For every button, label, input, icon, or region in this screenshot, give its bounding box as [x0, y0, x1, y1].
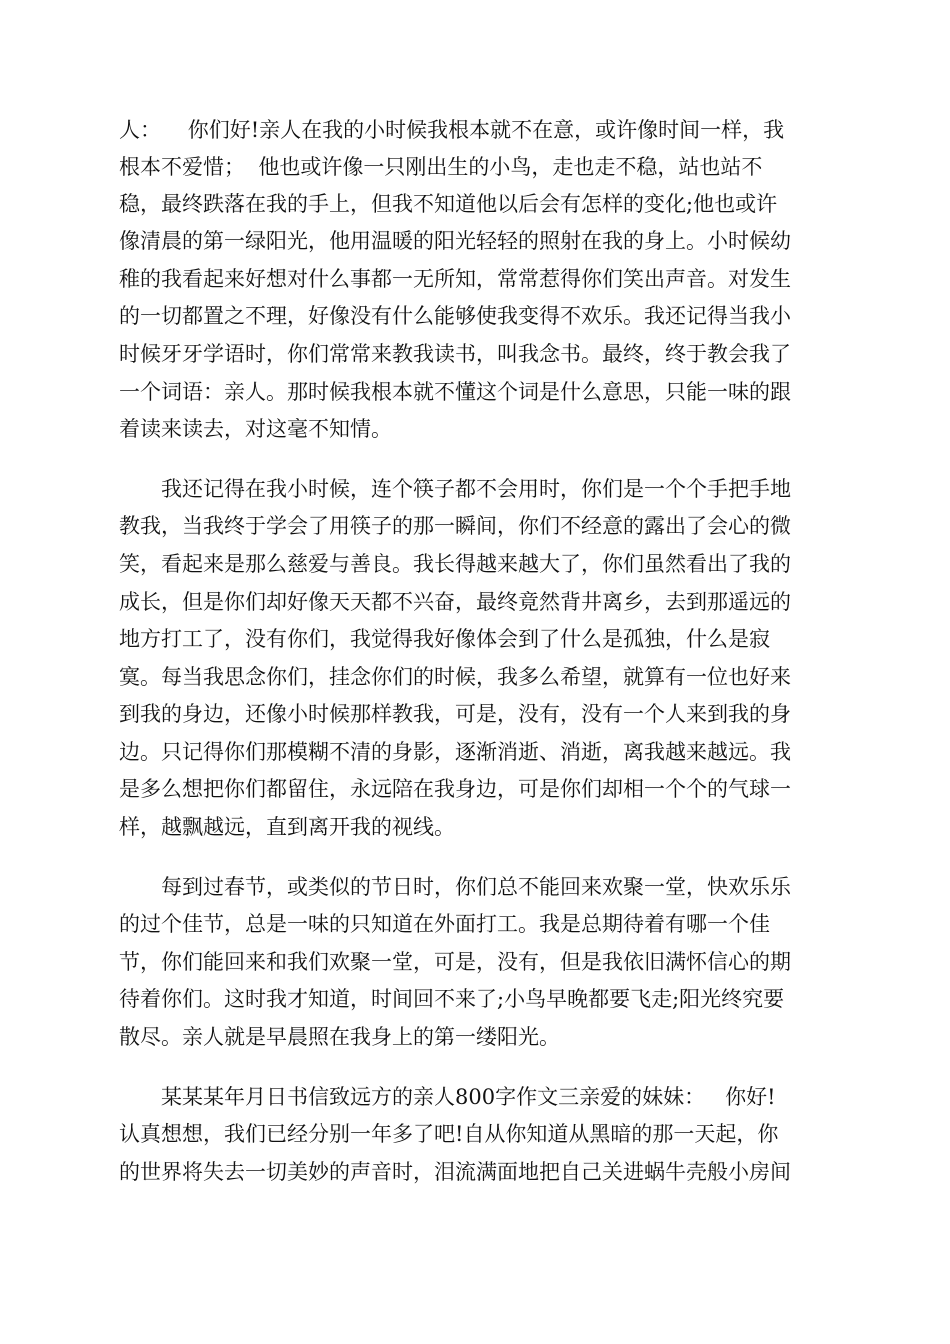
- paragraph-2-line-3: 笑，看起来是那么慈爱与善良。我长得越来越大了，你们虽然看出了我的: [119, 552, 791, 576]
- paragraph-4-line-3: 的世界将失去一切美妙的声音时，泪流满面地把自己关进蜗牛壳般小房间: [119, 1160, 791, 1184]
- paragraph-3-line-5: 散尽。亲人就是早晨照在我身上的第一缕阳光。: [119, 1025, 560, 1049]
- paragraph-1-line-6: 的一切都置之不理，好像没有什么能够使我变得不欢乐。我还记得当我小: [119, 304, 791, 328]
- paragraph-1-line-9: 着读来读去，对这毫不知情。: [119, 417, 392, 441]
- paragraph-1-line-7: 时候牙牙学语时，你们常常来教我读书，叫我念书。最终，终于教会我了: [119, 342, 791, 366]
- paragraph-4-line-2: 认真想想，我们已经分别一年多了吧!自从你知道从黑暗的那一天起，你: [119, 1122, 779, 1146]
- paragraph-1-line-5: 稚的我看起来好想对什么事都一无所知，常常惹得你们笑出声音。对发生: [119, 267, 791, 291]
- paragraph-2-line-4: 成长，但是你们却好像天天都不兴奋，最终竟然背井离乡，去到那遥远的: [119, 590, 791, 614]
- paragraph-3-line-1: 每到过春节，或类似的节日时，你们总不能回来欢聚一堂，快欢乐乐: [161, 875, 791, 899]
- paragraph-2-line-7: 到我的身边，还像小时候那样教我，可是，没有，没有一个人来到我的身: [119, 702, 791, 726]
- paragraph-3-line-2: 的过个佳节，总是一味的只知道在外面打工。我是总期待着有哪一个佳: [119, 912, 770, 936]
- paragraph-2-line-9: 是多么想把你们都留住，永远陪在我身边，可是你们却相一个个的气球一: [119, 777, 791, 801]
- paragraph-3-line-4: 待着你们。这时我才知道，时间回不来了;小鸟早晚都要飞走;阳光终究要: [119, 987, 785, 1011]
- paragraph-1-line-1: 人： 你们好!亲人在我的小时候我根本就不在意，或许像时间一样，我: [119, 118, 785, 142]
- paragraph-1-line-3: 稳，最终跌落在我的手上，但我不知道他以后会有怎样的变化;他也或许: [119, 192, 778, 216]
- paragraph-1-line-4: 像清晨的第一绿阳光，他用温暖的阳光轻轻的照射在我的身上。小时候幼: [119, 229, 791, 253]
- paragraph-1-line-2: 根本不爱惜； 他也或许像一只刚出生的小鸟，走也走不稳，站也站不: [119, 155, 763, 179]
- paragraph-2-line-6: 寞。每当我思念你们，挂念你们的时候，我多么希望，就算有一位也好来: [119, 665, 791, 689]
- paragraph-2-line-1: 我还记得在我小时候，连个筷子都不会用时，你们是一个个手把手地: [161, 477, 791, 501]
- paragraph-2-line-2: 教我，当我终于学会了用筷子的那一瞬间，你们不经意的露出了会心的微: [119, 514, 791, 538]
- paragraph-2-line-10: 样，越飘越远，直到离开我的视线。: [119, 815, 455, 839]
- paragraph-4-line-1: 某某某年月日书信致远方的亲人800字作文三亲爱的妹妹： 你好!: [161, 1085, 776, 1109]
- paragraph-2-line-5: 地方打工了，没有你们，我觉得我好像体会到了什么是孤独，什么是寂: [119, 627, 770, 651]
- paragraph-1-line-8: 一个词语：亲人。那时候我根本就不懂这个词是什么意思，只能一味的跟: [119, 380, 791, 404]
- paragraph-2-line-8: 边。只记得你们那模糊不清的身影，逐渐消逝、消逝，离我越来越远。我: [119, 740, 791, 764]
- paragraph-3-line-3: 节，你们能回来和我们欢聚一堂，可是，没有，但是我依旧满怀信心的期: [119, 950, 791, 974]
